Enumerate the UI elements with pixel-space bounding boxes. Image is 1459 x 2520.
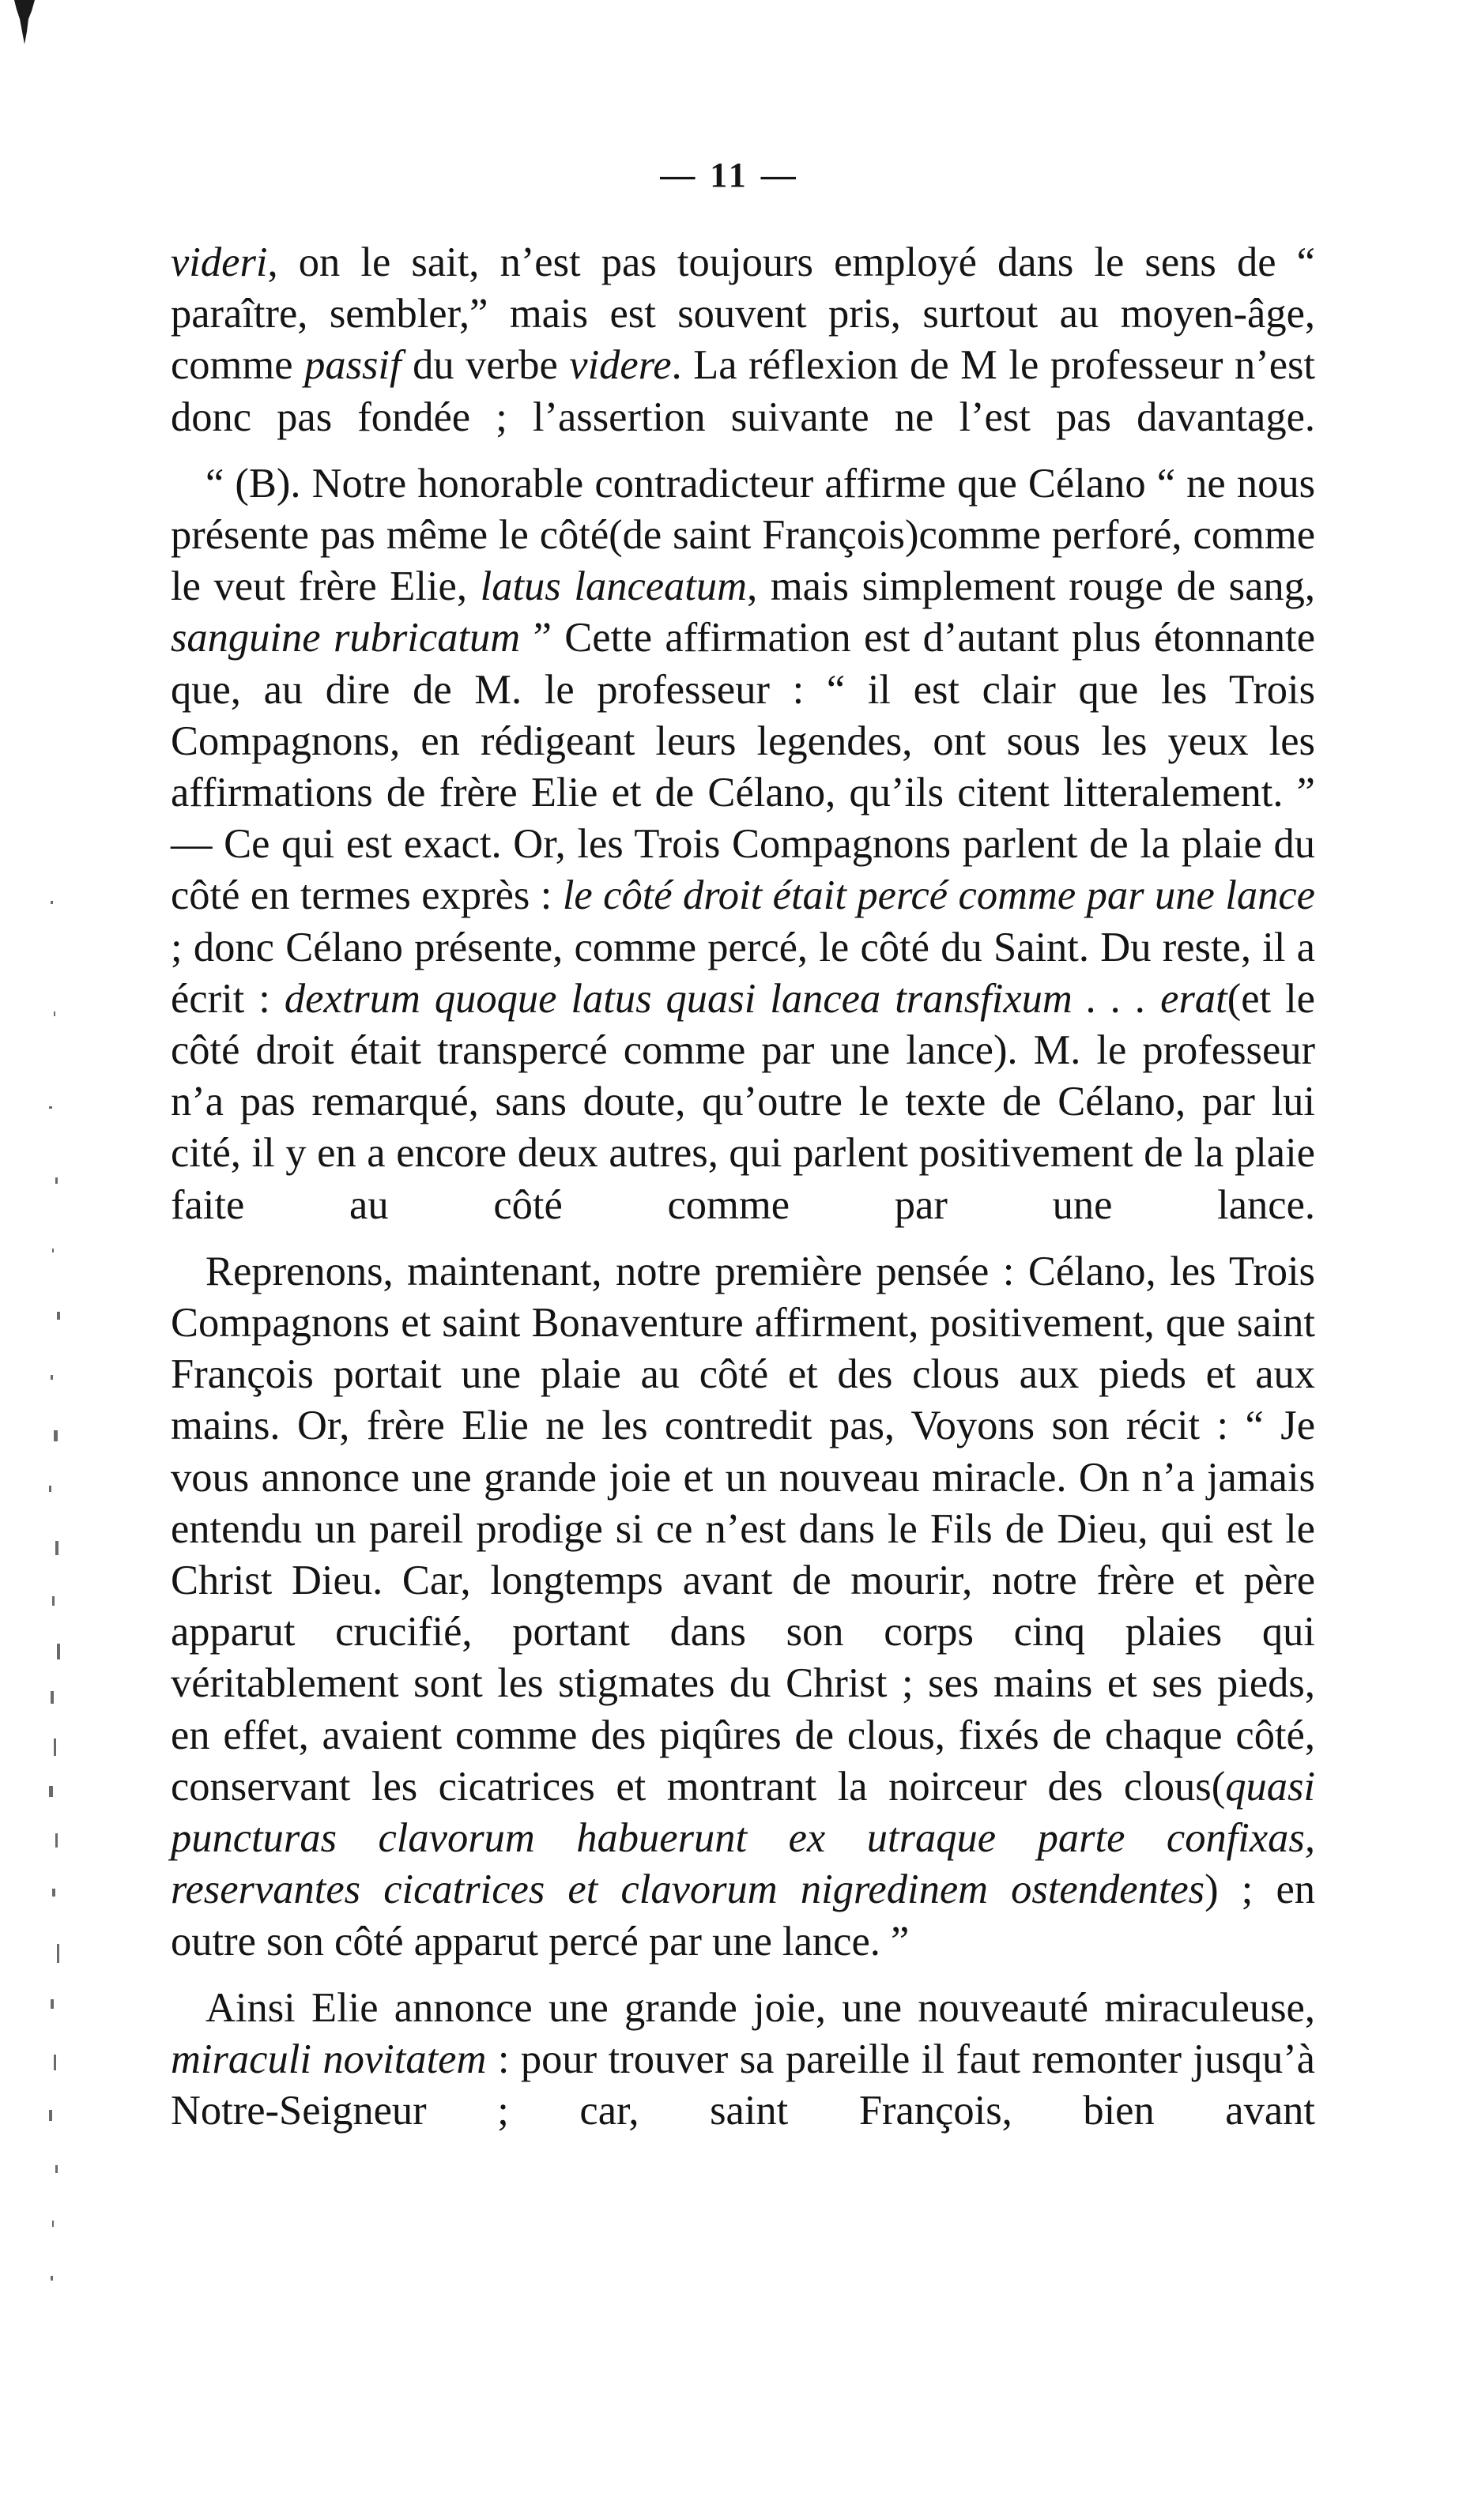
text-run: . La réflexion de M le professeur n’est donc pas fondée ; l’assertion suivante ne l’est pas davantage. [171, 342, 1316, 440]
italic-text: videre [569, 342, 672, 389]
text-run: , mais simplement rouge de sang, [747, 563, 1316, 610]
page-number: — 11 — [660, 156, 799, 194]
italic-text: passif [304, 342, 402, 389]
text-run: ; donc Célano présente, comme percé, le côté du Saint. Du reste, il a écrit : [171, 924, 1315, 1022]
italic-text: dextrum quoque latus quasi lancea transfixum . . . erat [284, 975, 1227, 1022]
text-run: , on le sait, n’est pas toujours employé dans le sens de “ paraître, sembler,” mais est souvent pris, surtout au moyen-âge, comme [171, 239, 1315, 389]
text-run: du verbe [401, 342, 570, 389]
paragraph [171, 1983, 1315, 2138]
italic-text: videri [171, 239, 268, 285]
ink-blot-mark [11, 0, 38, 46]
paragraph [171, 1246, 1315, 1968]
italic-text: miraculi novitatem [171, 2036, 487, 2082]
text-run: (et le côté droit était transpercé comme par une lance). M. le professeur n’a pas remarqué, sans doute, qu’outre le texte de Célano, par lui cité, il y en a encore deux autres, qui parlent positivement de la plaie faite au côté comme par une lance. [171, 975, 1315, 1228]
italic-text: sanguine rubricatum [171, 615, 521, 661]
paragraph [171, 237, 1315, 443]
body-text [171, 237, 1315, 2137]
page-edge-specks [46, 806, 65, 2323]
text-run: ” Cette affirmation est d’autant plus étonnante que, au dire de M. le professeur : “ il est clair que les Trois Compagnons, en rédigeant leurs legendes, ont sous les yeux les affirmations de frère Elie et de Célano, qu’ils citent litteralement. ” — Ce qui est exact. Or, les Trois Compagnons parlent de la plaie du côté en termes exprès : [171, 615, 1316, 919]
italic-text: le côté droit était percé comme par une lance [562, 872, 1315, 919]
italic-text: latus lanceatum [480, 563, 748, 610]
text-run: Ainsi Elie annonce une grande joie, une nouveauté miraculeuse, [205, 1984, 1315, 2031]
text-run: Reprenons, maintenant, notre première pensée : Célano, les Trois Compagnons et saint Bonaventure affirment, positivement, que saint François portait une plaie au côté et des clous aux pieds et aux mains. Or, frère Elie ne les contredit pas, Voyons son récit : “ Je vous annonce une grande joie et un nouveau miracle. On n’a jamais entendu un pareil prodige si ce n’est dans le Fils de Dieu, qui est le Christ Dieu. Car, longtemps avant de mourir, notre frère et père apparut crucifié, portant dans son corps cinq plaies qui véritablement sont les stigmates du Christ ; ses mains et ses pieds, en effet, avaient comme des piqûres de clous, fixés de chaque côté, conservant les cicatrices et montrant la noirceur des clous( [171, 1248, 1315, 1810]
text-run: ) ; en outre son côté apparut percé par une lance. ” [171, 1866, 1315, 1964]
paragraph [171, 458, 1315, 1231]
text-run: “ (B). Notre honorable contradicteur affirme que Célano “ ne nous présente pas même le côté(de saint François)comme perforé, comme le veut frère Elie, [171, 460, 1315, 610]
italic-text: quasi puncturas clavorum habuerunt ex utraque parte confixas, reservantes cicatrices et clavorum nigredinem ostendentes [171, 1763, 1315, 1913]
text-run: : pour trouver sa pareille il faut remonter jusqu’à Notre-Seigneur ; car, saint François, bien avant [171, 2036, 1315, 2134]
